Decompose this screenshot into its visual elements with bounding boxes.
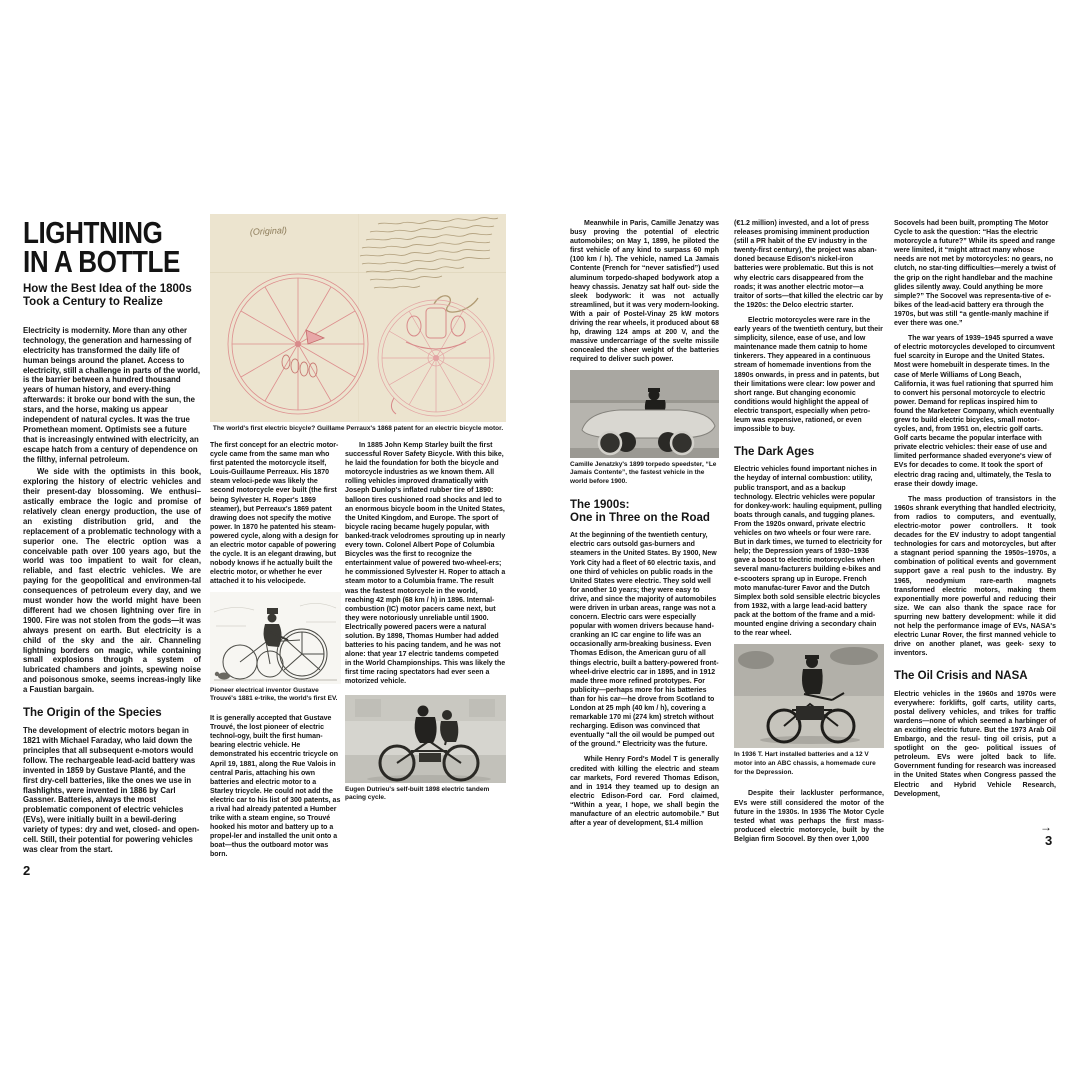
trouve-caption: Pioneer electrical inventor Gustave Trouvé's 1881 e-trike, the world's first EV. xyxy=(210,686,338,703)
perreaux-paragraph: The first concept for an electric motor-cycle came from the same man who first patented the motorcycle itself, Louis-Guillaume Perreaux. His 1870 steam veloci-pede was likely the second motorcycle ever built (the first being Sylvester H. Roper's 1869 steamer), but Perreaux's 1869 patent drawing does not specify the motive power. In 1870 he patented his steam-powered cycle, along with a design for an electric motor capable of powering the cycle. It is an elegant drawing, but nobody knows if he actually built the electric motor, or whether he ever attached it to his velocipede. xyxy=(210,442,339,586)
trouve-trike-image xyxy=(210,592,341,684)
continuation-arrow-icon: → xyxy=(1040,820,1052,834)
patent-figure xyxy=(210,214,506,434)
transistors-paragraph: The mass production of transistors in the 1960s shrank everything that handled electricity, from radios to computers, and eventually, electric-motor power controllers. It took decades for the EV industry to adopt tangential technologies for cars and motorcycles, but after a stagnant period spanning the 1950s–1970s, a combination of political events and government support gave a real push to the industry. By 1965, neodymium rare-earth magnets transformed electric motors, making them exponentially more powerful and reducing their size. We can also thank the space race for spurring new battery development: while it did not help the performance image of EVs, NASA's electric Lunar Rover, the first manned vehicle to drive on another planet, was geek- sexy to inventors. xyxy=(894,495,1056,658)
page-number-left: 2 xyxy=(23,862,31,878)
war-years-paragraph: The war years of 1939–1945 spurred a wave of electric motorcycles developed to circumvent fuel scarcity in Europe and the United States. Most were homebuilt in desperate times. In the case of Merle Williams of Long Beach, California, it was fuel rationing that spurred him to convert his personal motorcycle to electric power. Demand for replicas inspired him to found the Marketeer Company, which eventually grew to build electric bicycles, small motor-cycles, and, from 1951 on, electric golf carts. Golf carts became the popular interface with private electric vehicles: their ease of use and limited performance shaded everyone's view of EVs for decades to come. It took the sport of electric drag racing and, ultimately, the Tesla to erase their dowdy image. xyxy=(894,335,1055,488)
left-column-3 xyxy=(345,441,506,803)
paragraph-1900s: At the beginning of the twentieth century, electric cars outsold gas-burners and steamers in the United States. By 1900, New York City had a fleet of 60 electric taxis, and one third of vehicles on public roads in the United States were electric. They sold well for another 10 years; they were easy to drive, and since the majority of automobiles were driven in urban areas, range was not a concern. Electric cars were especially popular with women drivers because hand-cranking an IC car engine to life was an occasionally arm-breaking business. Even Thomas Edison, the American guru of all things electric, built a battery-powered front-wheel-drive electric car in 1895, and in 1912 made three more refined prototypes. For publicity—perhaps more for his batteries than for his car—he drove from Scotland to London at 25 mph (40 km / h), covering a remarkable 170 mi (274 km) stretch without recharging. Edison was convinced that eventually “all the oil would be pumped out of the ground.” Electricity was the future. xyxy=(570,532,719,749)
trouve-paragraph: It is generally accepted that Gustave Trouvé, the lost pioneer of electric technol-ogy, built the first human-bearing electric vehicle. He demonstrated his eccentric tricycle on April 19, 1881, along the Rue Valois in central Paris, attaching his own batteries and electric motor to a Starley tricycle. He could not add the electric car to his list of 300 patents, as a rival had already patented a Humber trike with a steam engine, so Trouvé hooked his motor and battery up to a propel-ler and installed the unit onto a boat—thus the outboard motor was born. xyxy=(210,715,341,859)
intro-paragraph-2: We side with the optimists in this book, exploring the history of electric vehicles and their present-day blossoming. We enthusi–astically embrace the logic and promise of relatively clean energy production, the use of an existing distribution grid, and the replacement of a problematic technology with a superior one. The electric option was a conceivable path over 100 years ago, but the world was too impatient to wait for clean, reliable, and fast electric vehicles. We are paying for the geopolitical and environmen-tal consequences of petroleum every day, and we must wonder how the world might have been different had we chosen lightning over fire in 1900. Fire was not stolen from the gods—it was always present on earth. But electricity is a child of the sky and the air. Channeling lightning borders on magic, while containing small explosions through a system of lubricated chambers and joints, spewing noise and poisonous smoke, seems increas-ingly like a Faustian bargain. xyxy=(23,467,201,695)
dutrieu-caption: Eugen Dutrieu's self-built 1898 electric tandem pacing cycle. xyxy=(345,785,490,802)
left-column-2 xyxy=(210,441,341,863)
oil-crisis-paragraph: Electric vehicles in the 1960s and 1970s were everywhere: forklifts, golf carts, utility carts, postal delivery vehicles, and trikes for traffic wardens—none of which seemed a harbinger of an exciting electric future. But the 1973 Arab Oil Embargo, and the resul- ting oil crisis, put a spotlight on the geo- political issues of petroleum. EVs were jolted back to life. Government funding for research was increased in the United States when Congress passed the Electric and Hybrid Vehicle Research, Development, xyxy=(894,690,1056,798)
edison-ford-paragraph: (€1.2 million) invested, and a lot of press releases promising imminent production (still a PR habit of the EV industry in the twenty-first century), the project was aban-doned because Edison's nickel-iron batteries were problematic. But this is not why electric cars disappeared from the roads; it was another electric motor—a traitor of sorts—that killed the electric car by the 1920s: the Delco electric starter. xyxy=(734,220,883,309)
article-title-line1: LIGHTNING xyxy=(23,215,163,250)
socovel-paragraph: Socovels had been built, prompting The Motor Cycle to ask the question: “Has the electric motorcycle a future?” While its speed and range were limited, it “might attract many whose needs are not met by motorcycles: no gears, no clutch, no star-ting difficulties—merely a twist of the grip on the right handlebar and the machine glides silently away. Could anything be more simple?” The Socovel was representa-tive of e-bikes of the lead-acid battery era through the 1970s, but was still “a gentle-manly machine if ever there was one.” xyxy=(894,220,1056,328)
section-heading-origin: The Origin of the Species xyxy=(23,706,162,719)
dutrieu-tandem-image xyxy=(345,695,506,783)
article-subtitle: How the Best Idea of the 1800s Took a Century to Realize xyxy=(23,282,192,309)
jenatzy-paragraph: Meanwhile in Paris, Camille Jenatzy was busy proving the potential of electric automobiles; on May 1, 1899, he piloted the first vehicle of any kind to surpass 60 mph (100 km / h). The vehicle, named La Jamais Contente (French for “never satisfied”) used aluminum torpedo-shaped bodywork atop a heavy chassis. Jenatzy sat half out- side the sleek bodywork: it was not actually streamlined, but it was very modern-looking. With a pair of Postel-Vinay 25 kW motors driving the rear wheels, it produced about 68 hp, drawing 124 amps at 200 V, and the massive undercarriage of the svelte missile concealed the sheer weight of the batteries required to deliver such power. xyxy=(570,220,719,364)
patent-caption: The world's first electric bicycle? Guillame Perraux's 1868 patent for an electric bicycle motor. xyxy=(212,425,504,432)
right-column-2 xyxy=(734,219,884,847)
article-title xyxy=(23,215,180,280)
dark-ages-paragraph: Electric vehicles found important niches in the heyday of internal combustion: utility, public transport, and as a backup technology. Electric vehicles were popular for donkey-work: hauling equipment, pulling boats through canals, and tugging planes. From the 1920s onward, private electric vehicles on two wheels or four were rare. But in dark times, we turned to electricity for help; the Depression years of 1930–1936 gave a boost to electric motorcycles when several manu-facturers building e-bikes and e-scooters sprang up in Europe. French moto manufac-turer Favor and the Dutch Simplex both sold sensible electric bicycles from 1932, with a large lead-acid battery pack at the bottom of the frame and a mid-mounted engine driving a secondary chain to the rear wheel. xyxy=(734,466,883,638)
left-column-1 xyxy=(23,215,201,878)
jamais-contente-image xyxy=(570,370,719,458)
origin-paragraph: The development of electric motors began in 1821 with Michael Faraday, who laid down the principles that all subsequent e-motors would follow. The rechargeable lead-acid battery was invented in 1859 by Gustave Planté, and the first dry-cell batteries, like the ones we use in flashlights, were invented in 1886 by Carl Gassner. Batteries, always the most problematic component of electric vehicles (EVs), were initially built in a bewil-dering variety of types: dry and wet, closed- and open-cell. Still, their potential for powering vehicles was clear from the start. xyxy=(23,726,200,854)
page-number-right: 3 xyxy=(1045,833,1053,848)
hart-motorcycle-image xyxy=(734,644,884,748)
ford-paragraph: While Henry Ford's Model T is generally credited with killing the electric and steam car markets, Ford revered Thomas Edison, and in 1914 they teamed up to design an electric Edison-Ford car. Ford claimed, “Within a year, I hope, we shall begin the manufacture of an electric automobile.” But after a year of development, $1.4 million xyxy=(570,756,719,828)
patent-handwriting-note: (Original) xyxy=(249,225,288,237)
article-title-line2: IN A BOTTLE xyxy=(23,244,180,280)
starley-paragraph: In 1885 John Kemp Starley built the first successful Rover Safety Bicycle. With this bike, he laid the foundation for both the bicycle and motorcycle industries as we known them. All rolling vehicles improved dramatically with Joseph Dunlop's inflated rubber tire of 1890: balloon tires cushioned road shocks and led to an enormous bicycle boom in the United States, the United Kingdom, and Europe. The sport of bicycle racing became hugely popular, with banked-track velodromes sprouting up in nearly every town. Colonel Albert Pope of Columbia Bicycles was the first to recognize the entertainment value of powered two-wheel-ers; he commissioned Sylvester H. Roper to attach a steam motor to a Columbia frame. The result was the fastest motorcycle in the world, reaching 42 mph (68 km / h) in 1896. Internal-combustion (IC) motor pacers came next, but they were notoriously unreliable until 1900. Electrically powered pacers were a natural solution. By 1898, Thomas Humber had added batteries to his pacing tandem, and he was not alone: that year 17 electric tandems competed in the World Championships. This was likely the first time racing spectators had ever seen a motorized vehicle. xyxy=(345,442,506,686)
section-heading-dark-ages: The Dark Ages xyxy=(734,446,815,459)
section-heading-oil-crisis: The Oil Crisis and NASA xyxy=(894,670,1028,683)
right-column-3 xyxy=(894,219,1056,802)
right-column-1 xyxy=(570,219,719,831)
early-motorcycles-paragraph: Electric motorcycles were rare in the early years of the twentieth century, but their simplicity, silence, ease of use, and low maintenance made them catnip to home tinkerers. They appeared in a continuous stream of homemade inventions from the 1890s onwards, in press and in patents, but their limitations were clear: low power and short range. But changing economic conditions would highlight the appeal of electric transport, especially when petro-leum was expensive, rationed, or even impossible to buy. xyxy=(734,316,883,434)
jamais-caption: Camille Jenatzky's 1899 torpedo speedster, “Le Jamais Contente”, the fastest vehicle in the world before 1900. xyxy=(570,460,717,486)
section-heading-1900s: The 1900s: One in Three on the Road xyxy=(570,498,710,525)
socovel-intro-paragraph: Despite their lackluster performance, EVs were still considered the motor of the future in the 1930s. In 1936 The Motor Cycle tested what was perhaps the first mass-produced electric motorcycle, built by the Belgian firm Socovel. By then over 1,000 xyxy=(734,790,884,843)
intro-paragraph-1: Electricity is modernity. More than any other technology, the generation and harnessing of electricity has transformed the daily life of human beings around the planet. Access to electricity, still a challenge in parts of the world, is the barrier between a hundred thousand years of human history, and every-thing afterwards: it broke our bond with the sun, the stars, and the horse, making us appear independent of natural cycles. It was the true Promethean moment. Optimists see a future that is increasingly entwined with electricity, an escape hatch from a century of dependence on the filthy, infernal petroleum. xyxy=(23,326,201,464)
hart-caption: In 1936 T. Hart installed batteries and a 12 V motor into an ABC chassis, a homemade cure for the Depression. xyxy=(734,751,876,776)
perraux-patent-drawing-image xyxy=(210,214,506,422)
